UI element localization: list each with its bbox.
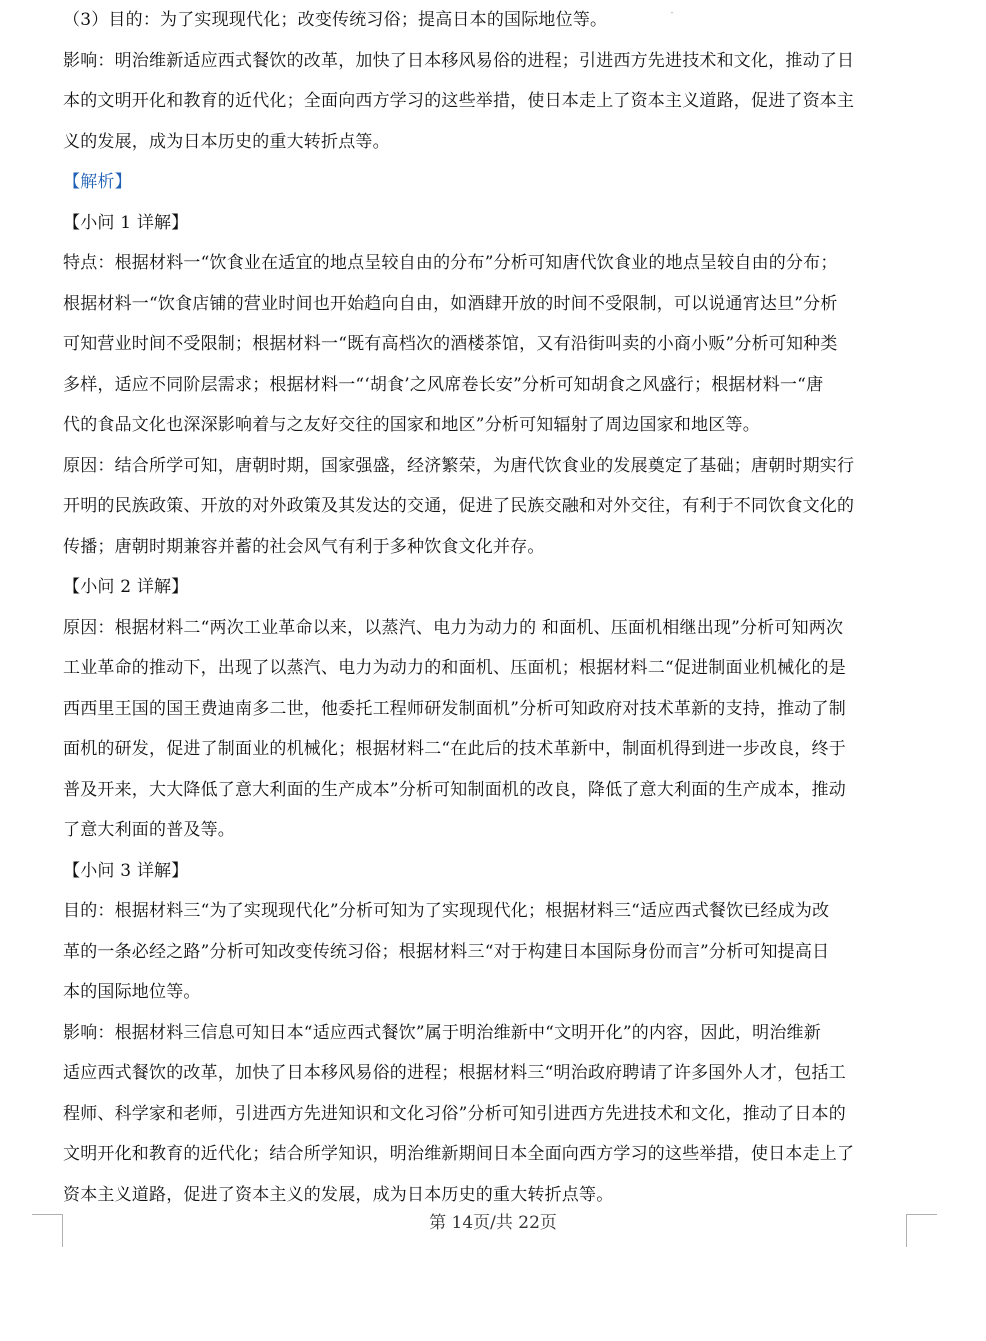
subquestion-3-heading: 【小问 3 详解】 — [63, 861, 189, 881]
paragraph-line: 本的国际地位等。 — [63, 982, 201, 1002]
paragraph-line: 代的食品文化也深深影响着与之友好交往的国家和地区”分析可知辐射了周边国家和地区等。 — [63, 415, 760, 435]
answer-line-1: （3）目的：为了实现现代化；改变传统习俗；提高日本的国际地位等。 — [63, 10, 608, 30]
paragraph-line: 传播；唐朝时期兼容并蓄的社会风气有利于多种饮食文化并存。 — [63, 537, 545, 557]
stray-mark: ˉ — [670, 12, 674, 21]
paragraph-line: 影响：根据材料三信息可知日本“适应西式餐饮”属于明治维新中“文明开化”的内容，因此，明治维新 — [63, 1023, 821, 1043]
answer-line-2: 影响：明治维新适应西式餐饮的改革，加快了日本移风易俗的进程；引进西方先进技术和文化，推动了日 — [63, 51, 855, 71]
paragraph-line: 程师、科学家和老师，引进西方先进知识和文化习俗”分析可知引进西方先进技术和文化，推动了日本的 — [63, 1104, 846, 1124]
paragraph-line: 革的一条必经之路”分析可知改变传统习俗；根据材料三“对于构建日本国际身份而言”分析可知提高日 — [63, 942, 830, 962]
paragraph-line: 资本主义道路，促进了资本主义的发展，成为日本历史的重大转折点等。 — [63, 1185, 614, 1205]
paragraph-line: 了意大利面的普及等。 — [63, 820, 235, 840]
paragraph-line: 开明的民族政策、开放的对外政策及其发达的交通，促进了民族交融和对外交往，有利于不同饮食文化的 — [63, 496, 855, 516]
paragraph-line: 适应西式餐饮的改革，加快了日本移风易俗的进程；根据材料三“明治政府聘请了许多国外人才，包括工 — [63, 1063, 846, 1083]
paragraph-line: 西西里王国的国王费迪南多二世，他委托工程师研发制面机”分析可知政府对技术革新的支持，推动了制 — [63, 699, 846, 719]
answer-line-4: 义的发展，成为日本历史的重大转折点等。 — [63, 132, 390, 152]
answer-line-3: 本的文明开化和教育的近代化；全面向西方学习的这些举措，使日本走上了资本主义道路，促进了资本主 — [63, 91, 855, 111]
paragraph-line: 文明开化和教育的近代化；结合所学知识，明治维新期间日本全面向西方学习的这些举措，使日本走上了 — [63, 1144, 855, 1164]
paragraph-line: 可知营业时间不受限制；根据材料一“既有高档次的酒楼茶馆，又有沿街叫卖的小商小贩”分析可知种类 — [63, 334, 838, 354]
paragraph-line: 目的：根据材料三“为了实现现代化”分析可知为了实现现代化；根据材料三“适应西式餐饮已经成为改 — [63, 901, 830, 921]
paragraph-line: 特点：根据材料一“饮食业在适宜的地点呈较自由的分布”分析可知唐代饮食业的地点呈较自由的分布； — [63, 253, 838, 273]
paragraph-line: 多样，适应不同阶层需求；根据材料一“‘胡食’之风席卷长安”分析可知胡食之风盛行；根据材料一“唐 — [63, 375, 824, 395]
page-number: 第 14页/共 22页 — [429, 1213, 557, 1233]
paragraph-line: 根据材料一“饮食店铺的营业时间也开始趋向自由，如酒肆开放的时间不受限制，可以说通宵达旦”分析 — [63, 294, 838, 314]
paragraph-line: 面机的研发，促进了制面业的机械化；根据材料二“在此后的技术革新中，制面机得到进一步改良，终于 — [63, 739, 846, 759]
paragraph-line: 普及开来，大大降低了意大利面的生产成本”分析可知制面机的改良，降低了意大利面的生产成本，推动 — [63, 780, 846, 800]
subquestion-1-heading: 【小问 1 详解】 — [63, 213, 189, 233]
paragraph-line: 工业革命的推动下，出现了以蒸汽、电力为动力的和面机、压面机；根据材料二“促进制面业机械化的是 — [63, 658, 846, 678]
analysis-heading: 【解析】 — [63, 172, 132, 192]
subquestion-2-heading: 【小问 2 详解】 — [63, 577, 189, 597]
paragraph-line: 原因：结合所学可知，唐朝时期，国家强盛，经济繁荣，为唐代饮食业的发展奠定了基础；唐朝时期实行 — [63, 456, 855, 476]
paragraph-line: 原因：根据材料二“两次工业革命以来，以蒸汽、电力为动力的 和面机、压面机相继出现”分析可知两次 — [63, 618, 844, 638]
